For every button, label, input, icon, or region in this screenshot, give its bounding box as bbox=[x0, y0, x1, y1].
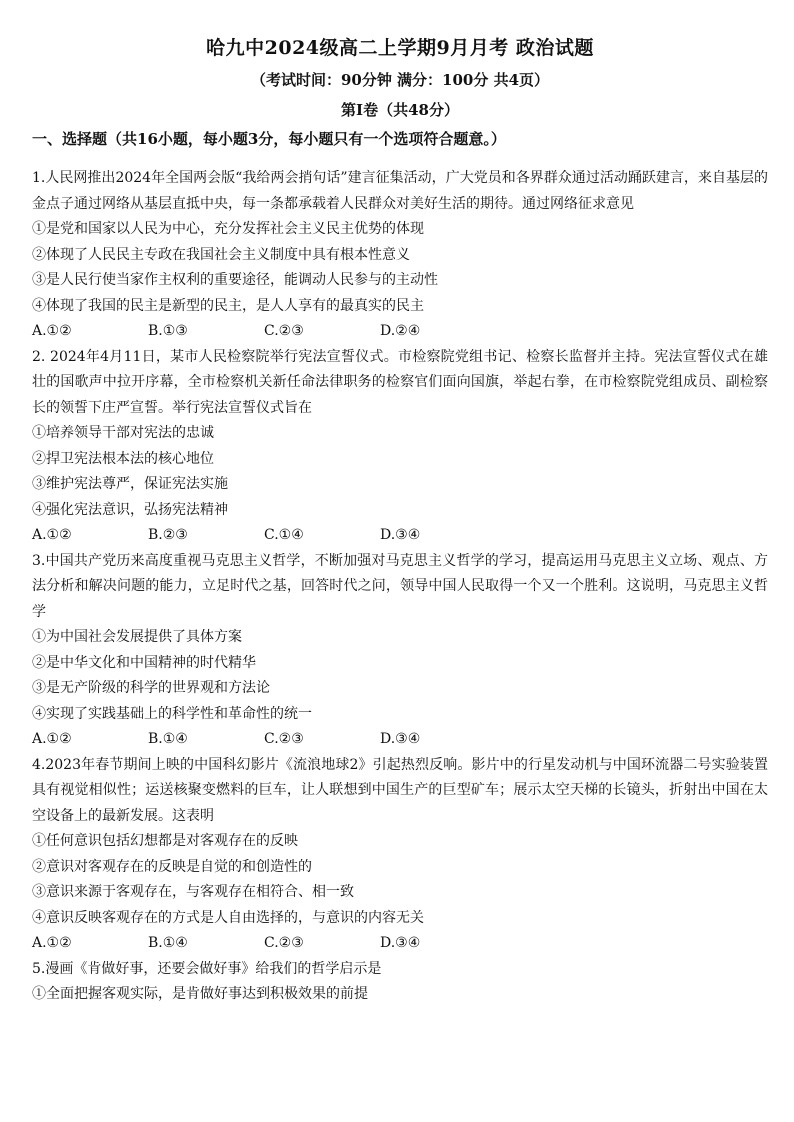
answer-options bbox=[32, 319, 768, 345]
statement-4: ④体现了我国的民主是新型的民主，是人人享有的最真实的民主 bbox=[32, 297, 424, 314]
answer-options bbox=[32, 931, 768, 957]
question-stem: 1.人民网推出2024年全国两会版“我给两会捎句话”建言征集活动，广大党员和各界群众通过活动踊跃建言，来自基层的金点子通过网络从基层直抵中央，每一条都承载着人民群众对美好生活的期待。通过网络征求意见 bbox=[32, 170, 768, 212]
question-3 bbox=[32, 549, 768, 753]
statement-1: ①培养领导干部对宪法的忠诚 bbox=[32, 425, 214, 441]
option-a[interactable]: A.①② bbox=[32, 323, 72, 339]
statement-4: ④强化宪法意识，弘扬宪法精神 bbox=[32, 501, 228, 518]
volume-heading: 第Ⅰ卷（共48分） bbox=[341, 101, 459, 119]
statement-3: ③是无产阶级的科学的世界观和方法论 bbox=[32, 680, 270, 696]
option-b[interactable]: B.①③ bbox=[148, 323, 188, 339]
statement-2: ②是中华文化和中国精神的时代精华 bbox=[32, 654, 256, 671]
statement-4: ④实现了实践基础上的科学性和革命性的统一 bbox=[32, 705, 312, 722]
option-b[interactable]: B.①④ bbox=[148, 731, 188, 747]
question-stem: 3.中国共产党历来高度重视马克思主义哲学，不断加强对马克思主义哲学的学习，提高运用马克思主义立场、观点、方法分析和解决问题的能力，立足时代之基，回答时代之问，领导中国人民取得一个又一个胜利。这说明，马克思主义哲学 bbox=[32, 552, 768, 620]
option-a[interactable]: A.①② bbox=[32, 527, 72, 543]
option-d[interactable]: D.②④ bbox=[380, 323, 421, 339]
statement-3: ③维护宪法尊严，保证宪法实施 bbox=[32, 476, 228, 492]
option-c[interactable]: C.②③ bbox=[264, 731, 304, 747]
option-b[interactable]: B.②③ bbox=[148, 527, 188, 543]
statement-2: ②捍卫宪法根本法的核心地位 bbox=[32, 450, 214, 467]
question-stem: 5.漫画《肯做好事，还要会做好事》给我们的哲学启示是 bbox=[32, 960, 382, 977]
exam-info: （考试时间：90分钟 满分：100分 共4页） bbox=[250, 71, 550, 89]
question-2 bbox=[32, 345, 768, 549]
question-stem: 2. 2024年4月11日，某市人民检察院举行宪法宣誓仪式。市检察院党组书记、检察长监督并主持。宪法宣誓仪式在雄壮的国歌声中拉开序幕，全市检察机关新任命法律职务的检察官们面向国旗，举起右拳，在市检察院党组成员、副检察长的领誓下庄严宣誓。举行宪法宣誓仪式旨在 bbox=[32, 348, 768, 416]
statement-4: ④意识反映客观存在的方式是人自由选择的，与意识的内容无关 bbox=[32, 909, 424, 926]
option-c[interactable]: C.①④ bbox=[264, 527, 304, 543]
question-4 bbox=[32, 753, 768, 957]
statement-1: ①为中国社会发展提供了具体方案 bbox=[32, 629, 242, 645]
section-heading: 一、选择题（共16小题，每小题3分，每小题只有一个选项符合题意。） bbox=[32, 130, 506, 148]
answer-options bbox=[32, 523, 768, 549]
option-d[interactable]: D.③④ bbox=[380, 731, 421, 747]
option-c[interactable]: C.②③ bbox=[264, 323, 304, 339]
option-a[interactable]: A.①② bbox=[32, 935, 72, 951]
statement-2: ②意识对客观存在的反映是自觉的和创造性的 bbox=[32, 858, 312, 875]
option-d[interactable]: D.③④ bbox=[380, 527, 421, 543]
option-b[interactable]: B.①④ bbox=[148, 935, 188, 951]
statement-1: ①是党和国家以人民为中心，充分发挥社会主义民主优势的体现 bbox=[32, 221, 424, 237]
statement-1: ①任何意识包括幻想都是对客观存在的反映 bbox=[32, 833, 298, 849]
statement-3: ③意识来源于客观存在，与客观存在相符合、相一致 bbox=[32, 884, 354, 900]
statement-1: ①全面把握客观实际，是肯做好事达到积极效果的前提 bbox=[32, 986, 368, 1002]
option-d[interactable]: D.③④ bbox=[380, 935, 421, 951]
option-a[interactable]: A.①② bbox=[32, 731, 72, 747]
exam-title: 哈九中2024级高二上学期9月月考 政治试题 bbox=[206, 37, 594, 59]
question-5 bbox=[32, 957, 768, 1008]
statement-3: ③是人民行使当家作主权利的重要途径，能调动人民参与的主动性 bbox=[32, 272, 438, 288]
question-1 bbox=[32, 166, 768, 345]
option-c[interactable]: C.②③ bbox=[264, 935, 304, 951]
question-stem: 4.2023年春节期间上映的中国科幻影片《流浪地球2》引起热烈反响。影片中的行星发动机与中国环流器二号实验装置具有视觉相似性；运送核聚变燃料的巨车，让人联想到中国生产的巨型矿车；展示太空天梯的长镜头，折射出中国在太空设备上的最新发展。这表明 bbox=[32, 756, 768, 824]
answer-options bbox=[32, 727, 768, 753]
statement-2: ②体现了人民民主专政在我国社会主义制度中具有根本性意义 bbox=[32, 246, 410, 263]
